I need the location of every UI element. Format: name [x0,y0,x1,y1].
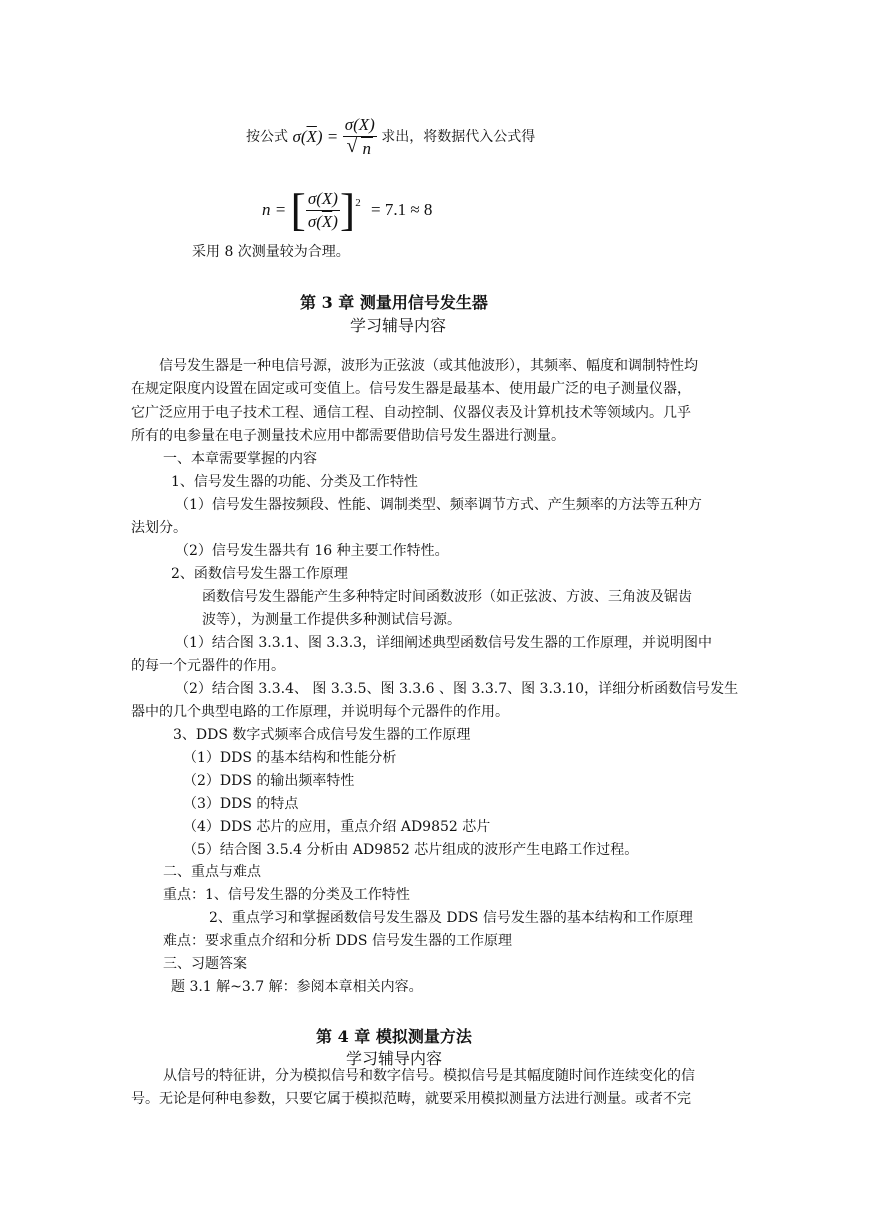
ch3-intro-line-1: 信号发生器是一种电信号源，波形为正弦波（或其他波形），其频率、幅度和调制特性均 [159,358,698,374]
chapter4-subtitle: 学习辅导内容 [346,1049,443,1068]
chapter4-title: 第 4 章 模拟测量方法 [316,1027,472,1046]
formula1-lead: 按公式 [246,129,288,145]
formula2-fraction: $\frac{\sigma(X)}{\sigma(\overline{X})}$ [307,188,338,231]
ch3-item-3-sub-2: （2）DDS 的输出频率特性 [183,773,355,789]
ch3-item-3-sub-5: （5）结合图 3.5.4 分析由 AD9852 芯片组成的波形产生电路工作过程。 [183,842,639,858]
conclusion-text: 采用 8 次测量较为合理。 [192,244,350,260]
ch3-difficulty: 难点：要求重点介绍和分析 DDS 信号发生器的工作原理 [163,933,512,949]
ch3-item-1: 1、信号发生器的功能、分类及工作特性 [171,474,418,490]
chapter3-title: 第 3 章 测量用信号发生器 [300,293,488,312]
formula-line-1 [246,113,535,161]
ch3-key-2: 2、重点学习和掌握函数信号发生器及 DDS 信号发生器的基本结构和工作原理 [209,910,693,926]
formula1-numerator: σ(X) [343,114,377,137]
formula1-tail: 求出，将数据代入公式得 [381,129,536,145]
ch3-item-3-sub-1: （1）DDS 的基本结构和性能分析 [183,750,397,766]
ch3-item-1-1-line-1: （1）信号发生器按频段、性能、调制类型、频率调节方式、产生频率的方法等五种方 [175,497,702,513]
formula2-numerator: σ(X) [306,188,340,211]
formula1-fraction [343,114,377,160]
formula-line-2 [262,184,432,236]
sqrt-symbol: √ n [346,135,372,158]
ch3-item-1-2: （2）信号发生器共有 16 种主要工作特性。 [175,543,449,559]
ch3-item-2-1-line-2: 的每一个元器件的作用。 [131,658,285,674]
left-bracket: [ [290,184,306,236]
ch3-item-2-2-line-2: 器中的几个典型电路的工作原理，并说明每个元器件的作用。 [131,704,509,720]
ch3-item-3-sub-4: （4）DDS 芯片的应用，重点介绍 AD9852 芯片 [183,819,491,835]
ch3-key-1: 重点：1、信号发生器的分类及工作特性 [163,887,410,903]
ch4-intro-line-2: 号。无论是何种电参数，只要它属于模拟范畴，就要采用模拟测量方法进行测量。或者不完 [131,1091,691,1107]
ch3-intro-line-2: 在规定限度内设置在固定或可变值上。信号发生器是最基本、使用最广泛的电子测量仪器， [131,381,691,397]
ch3-section-3: 三、习题答案 [163,956,247,972]
formula2-lhs: n = [262,200,287,220]
ch3-item-2-2-line-1: （2）结合图 3.3.4、 图 3.3.5、图 3.3.6 、图 3.3.7、图 3.3.10，详细分析函数信号发生 [175,681,739,697]
ch4-intro-line-1: 从信号的特征讲，分为模拟信号和数字信号。模拟信号是其幅度随时间作连续变化的信 [163,1068,695,1084]
ch3-item-3: 3、DDS 数字式频率合成信号发生器的工作原理 [173,727,471,743]
ch3-item-3-sub-3: （3）DDS 的特点 [183,796,299,812]
ch3-answer: 题 3.1 解~3.7 解：参阅本章相关内容。 [171,979,423,995]
ch3-section-2: 二、重点与难点 [163,864,261,880]
ch3-item-2-1-line-1: （1）结合图 3.3.1、图 3.3.3，详细阐述典型函数信号发生器的工作原理，并说明图中 [175,635,713,651]
ch3-intro-line-3: 它广泛应用于电子技术工程、通信工程、自动控制、仪器仪表及计算机技术等领域内。几乎 [131,405,691,421]
ch3-item-2-desc-line-1: 函数信号发生器能产生多种特定时间函数波形（如正弦波、方波、三角波及锯齿 [202,589,692,605]
ch3-item-2-desc-line-2: 波等），为测量工作提供多种测试信号源。 [202,612,461,628]
right-bracket: ] [339,184,356,236]
formula2-result: = 7.1 ≈ 8 [371,200,433,220]
formula1-denominator: n [362,139,372,158]
chapter3-subtitle: 学习辅导内容 [350,316,447,335]
ch3-item-2: 2、函数信号发生器工作原理 [171,566,348,582]
ch3-section-1: 一、本章需要掌握的内容 [163,451,317,467]
ch3-item-1-1-line-2: 法划分。 [131,520,187,536]
formula2-exponent: 2 [355,197,361,209]
ch3-intro-line-4: 所有的电参量在电子测量技术应用中都需要借助信号发生器进行测量。 [131,428,565,444]
formula1-lhs: $\sigma(\overline{X})$ = [292,127,339,146]
